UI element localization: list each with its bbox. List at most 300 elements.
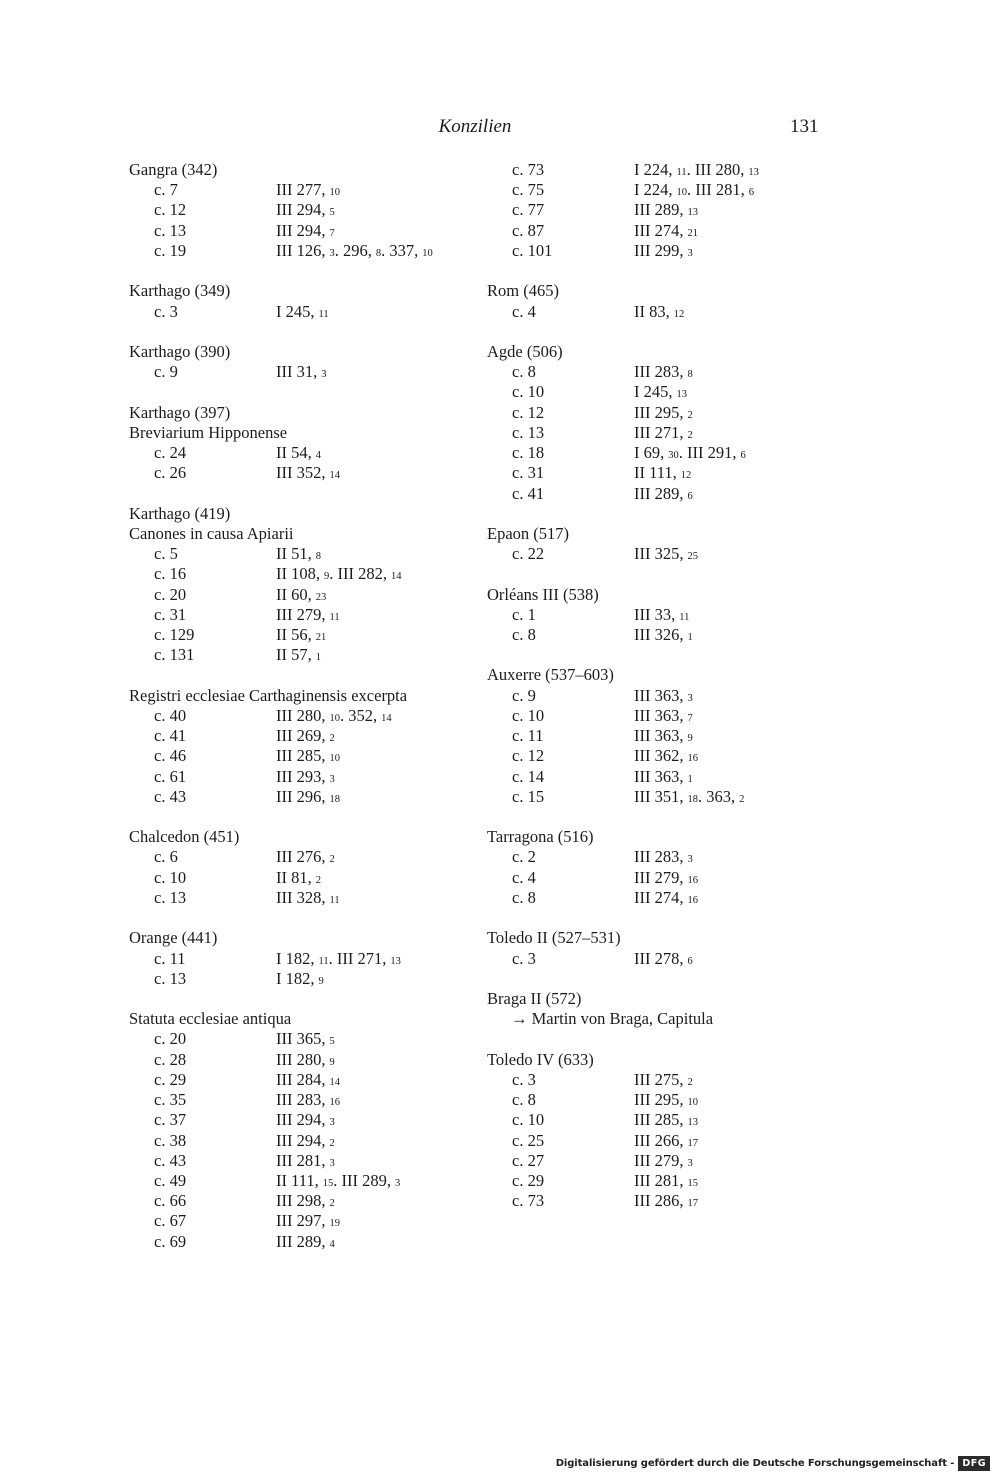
line-number: 3 [329,247,335,259]
canon-number: c. 2 [512,847,536,867]
index-heading: Karthago (397) [129,402,231,422]
canon-number: c. 69 [154,1231,187,1251]
line-number: 9 [329,1056,335,1068]
index-entry [487,746,887,766]
line-number: 10 [422,247,433,259]
running-title: Konzilien [438,116,512,137]
page-reference: III 352, [276,463,326,483]
page-reference: III 325, [634,544,684,564]
page-reference: II 108, [276,564,320,584]
blank-line [487,322,887,342]
line-number: 11 [329,611,340,623]
index-entry [487,382,887,402]
canon-number: c. 9 [512,685,536,705]
line-number: 15 [322,1177,334,1189]
index-entry [129,302,474,322]
index-entry [487,1131,887,1151]
index-entry [129,1191,474,1211]
canon-number: c. 73 [512,1191,545,1211]
line-number: 1 [687,773,693,785]
page-reference: III 295, [634,402,684,422]
digitization-credit [556,1455,990,1471]
reference-list [634,1191,698,1214]
cross-reference: → Martin von Braga, Capitula [511,1009,714,1029]
index-heading: Registri ecclesiae Carthaginensis excerpta [129,685,408,705]
canon-number: c. 22 [512,544,545,564]
index-heading: Karthago (419) [129,503,231,523]
page-reference: III 274, [634,220,684,240]
page-reference: . 296, [334,240,372,260]
blank-line [129,382,474,402]
line-number: 3 [329,1117,335,1129]
index-heading: Statuta ecclesiae antiqua [129,1009,292,1029]
canon-number: c. 3 [512,948,536,968]
page-reference: III 126, [276,240,326,260]
page-reference: III 293, [276,766,326,786]
blank-line [487,504,887,524]
line-number: 1 [687,632,693,644]
page-reference: III 266, [634,1130,684,1150]
page-reference: III 271, [634,422,684,442]
page-reference: . III 291, [678,443,737,463]
canon-number: c. 73 [512,160,545,179]
canon-number: c. 9 [154,362,178,382]
line-number: 10 [687,1097,698,1109]
canon-number: c. 75 [512,180,545,200]
index-entry [129,1029,474,1049]
index-entry [487,1171,887,1191]
index-heading: Canones in causa Apiarii [129,523,294,543]
index-entry [129,868,474,888]
canon-number: c. 12 [512,402,545,422]
index-heading: Auxerre (537–603) [487,665,614,685]
canon-number: c. 1 [512,604,536,624]
line-number: 9 [324,571,330,583]
page-reference: III 280, [276,705,326,725]
index-entry [487,544,887,564]
canon-number: c. 13 [512,422,545,442]
page-reference: III 326, [634,625,684,645]
canon-number: c. 41 [154,726,187,746]
line-number: 10 [329,753,340,765]
page-reference: . III 281, [687,180,745,200]
blank-line [129,989,474,1009]
page-reference: III 269, [276,726,326,746]
canon-number: c. 28 [154,1049,187,1069]
canon-number: c. 13 [154,968,187,988]
line-number: 3 [329,1157,335,1169]
page-reference: III 289, [634,200,684,220]
page-reference: . 363, [697,786,736,806]
line-number: 6 [687,490,693,502]
page-reference: II 57, [276,645,312,665]
page-reference: III 285, [634,1110,684,1130]
index-entry [487,221,887,241]
index-entry [487,1090,887,1110]
line-number: 14 [381,712,392,724]
canon-number: c. 87 [512,220,545,240]
blank-line [487,645,887,665]
index-entry [487,605,887,625]
blank-line [487,807,887,827]
canon-number: c. 49 [154,1170,187,1190]
line-number: 1 [315,652,321,664]
page-reference: II 56, [276,625,312,645]
canon-number: c. 29 [154,1069,187,1089]
line-number: 2 [687,409,693,421]
index-heading: Orange (441) [129,928,218,948]
index-heading: Rom (465) [487,281,559,301]
line-number: 25 [687,551,698,563]
page-reference: III 31, [276,362,318,382]
line-number: 11 [679,611,690,623]
line-number: 2 [329,1137,335,1149]
page-reference: . 352, [339,705,378,725]
line-number: 8 [315,551,321,563]
line-number: 17 [687,1137,698,1149]
index-column-right [487,160,887,1211]
index-heading: Breviarium Hipponense [129,422,288,442]
line-number: 6 [748,187,754,199]
page-reference: III 289, [276,1231,326,1251]
line-number: 2 [329,854,335,866]
index-heading: Karthago (390) [129,341,231,361]
index-entry [129,1050,474,1070]
page-reference: III 328, [276,887,326,907]
index-entry [487,200,887,220]
line-number: 9 [318,975,324,987]
canon-number: c. 41 [512,483,545,503]
page-reference: I 182, [276,948,315,968]
canon-number: c. 43 [154,1150,187,1170]
index-entry [487,1191,887,1211]
index-entry [129,241,474,261]
index-heading: Epaon (517) [487,523,570,543]
line-number: 4 [329,1238,335,1250]
canon-number: c. 25 [512,1130,545,1150]
index-entry [129,1211,474,1231]
page-reference: I 69, [634,443,665,463]
canon-number: c. 4 [512,867,536,887]
canon-number: c. 40 [154,705,187,725]
index-heading: Chalcedon (451) [129,827,240,847]
index-heading: Braga II (572) [487,988,582,1008]
line-number: 5 [329,1036,335,1048]
index-entry [487,484,887,504]
canon-number: c. 101 [512,240,553,260]
index-heading: Agde (506) [487,341,563,361]
line-number: 23 [315,591,327,603]
page-reference: II 81, [276,867,312,887]
index-heading: Gangra (342) [129,160,218,179]
page-reference: III 294, [276,1130,326,1150]
index-entry [487,302,887,322]
line-number: 21 [687,227,698,239]
canon-number: c. 46 [154,746,187,766]
page-reference: III 286, [634,1191,684,1211]
index-entry [129,463,474,483]
canon-number: c. 31 [154,604,187,624]
index-heading: Orléans III (538) [487,584,599,604]
blank-line [129,908,474,928]
line-number: 3 [687,854,693,866]
index-entry [129,564,474,584]
line-number: 11 [318,308,329,320]
line-number: 2 [687,1076,693,1088]
canon-number: c. 67 [154,1211,187,1231]
canon-number: c. 18 [512,443,545,463]
page-reference: III 363, [634,726,684,746]
canon-number: c. 11 [512,726,544,746]
index-entry [129,847,474,867]
index-heading: Toledo II (527–531) [487,928,621,948]
page-reference: III 284, [276,1069,326,1089]
line-number: 15 [687,1177,698,1189]
index-entry [129,645,474,665]
line-number: 2 [739,793,745,805]
index-entry [129,1070,474,1090]
page-reference: III 363, [634,685,684,705]
index-entry [129,787,474,807]
page-reference: III 299, [634,240,684,260]
canon-number: c. 3 [154,301,178,321]
canon-number: c. 129 [154,625,195,645]
reference-list [276,1232,335,1255]
line-number: 2 [329,733,335,745]
index-entry [487,180,887,200]
page-reference: I 245, [634,382,673,402]
canon-number: c. 35 [154,1090,187,1110]
index-entry [129,625,474,645]
line-number: 11 [318,955,329,967]
line-number: 4 [315,450,321,462]
page-reference: III 363, [634,766,684,786]
canon-number: c. 43 [154,786,187,806]
canon-number: c. 37 [154,1110,187,1130]
blank-line [129,261,474,281]
index-entry [129,544,474,564]
line-number: 13 [687,207,698,219]
index-entry [487,1110,887,1130]
line-number: 8 [375,247,382,259]
page-reference: III 279, [634,1150,684,1170]
index-entry [487,241,887,261]
line-number: 16 [687,894,698,906]
cross-reference-line [487,1009,887,1029]
page-reference: III 297, [276,1211,326,1231]
index-entry [487,686,887,706]
line-number: 2 [315,874,321,886]
index-entry [129,585,474,605]
canon-number: c. 29 [512,1170,545,1190]
index-entry [129,1090,474,1110]
line-number: 2 [329,1198,335,1210]
page-reference: III 289, [634,483,684,503]
blank-line [487,969,887,989]
page-reference: III 296, [276,786,326,806]
line-number: 30 [668,450,679,462]
line-number: 13 [748,167,759,178]
blank-line [487,564,887,584]
blank-line [487,1029,887,1049]
index-entry [487,949,887,969]
line-number: 19 [329,1218,340,1230]
page-reference: III 283, [634,847,684,867]
index-entry [487,463,887,483]
line-number: 16 [687,753,698,765]
line-number: 3 [687,1157,693,1169]
page-number: 131 [790,116,819,137]
index-entry [129,1110,474,1130]
index-entry [487,1070,887,1090]
page-reference: III 274, [634,887,684,907]
index-entry [129,969,474,989]
page-reference: III 277, [276,180,326,200]
canon-number: c. 14 [512,766,545,786]
page-reference: . 337, [381,240,419,260]
index-entry [129,1232,474,1252]
index-entry [129,888,474,908]
index-heading: Karthago (349) [129,281,231,301]
canon-number: c. 15 [512,786,545,806]
line-number: 5 [329,207,335,219]
canon-number: c. 61 [154,766,187,786]
index-entry [487,726,887,746]
page-reference: II 60, [276,584,312,604]
blank-line [487,261,887,281]
line-number: 3 [321,369,327,381]
dfg-logo: DFG [958,1456,990,1471]
index-entry [487,1151,887,1171]
index-column-left [129,160,474,1252]
canon-number: c. 20 [154,1029,187,1049]
canon-number: c. 20 [154,584,187,604]
page-reference: . III 280, [686,160,745,179]
page-reference: III 285, [276,746,326,766]
page-reference: I 224, [634,180,673,200]
index-entry [129,180,474,200]
line-number: 16 [329,1097,340,1109]
line-number: 21 [315,632,327,644]
index-entry [129,443,474,463]
index-entry [129,1171,474,1191]
canon-number: c. 26 [154,463,187,483]
line-number: 11 [676,167,687,178]
line-number: 14 [329,1076,340,1088]
page-reference: III 280, [276,1049,326,1069]
index-entry [487,868,887,888]
page-reference: III 295, [634,1090,684,1110]
canon-number: c. 11 [154,948,186,968]
canon-number: c. 12 [154,200,187,220]
canon-number: c. 7 [154,180,178,200]
page-reference: III 363, [634,705,684,725]
line-number: 8 [687,369,693,381]
page-reference: . III 289, [333,1170,391,1190]
page-reference: III 281, [634,1170,684,1190]
page-reference: . III 271, [328,948,387,968]
canon-number: c. 13 [154,887,187,907]
canon-number: c. 13 [154,220,187,240]
page-reference: II 111, [634,463,677,483]
line-number: 17 [687,1198,698,1210]
page-reference: III 283, [634,362,684,382]
canon-number: c. 12 [512,746,545,766]
canon-number: c. 8 [512,362,536,382]
page-reference: III 365, [276,1029,326,1049]
index-entry [129,1151,474,1171]
index-entry [487,403,887,423]
index-entry [487,847,887,867]
page-reference: II 54, [276,443,312,463]
page-reference: III 294, [276,220,326,240]
canon-number: c. 19 [154,240,187,260]
canon-number: c. 8 [512,625,536,645]
page-reference: III 276, [276,847,326,867]
page-reference: II 111, [276,1170,319,1190]
index-entry [487,625,887,645]
line-number: 3 [687,692,693,704]
canon-number: c. 27 [512,1150,545,1170]
index-entry [129,746,474,766]
page-reference: III 279, [276,604,326,624]
line-number: 10 [329,712,340,724]
canon-number: c. 31 [512,463,545,483]
blank-line [487,908,887,928]
canon-number: c. 5 [154,544,178,564]
page-reference: III 281, [276,1150,326,1170]
index-entry [129,767,474,787]
index-entry [129,605,474,625]
line-number: 18 [329,793,340,805]
index-entry [487,362,887,382]
line-number: 10 [676,187,687,199]
canon-number: c. 131 [154,645,195,665]
blank-line [129,807,474,827]
line-number: 2 [687,429,693,441]
blank-line [129,484,474,504]
line-number: 3 [687,247,693,259]
index-entry [129,200,474,220]
canon-number: c. 4 [512,301,536,321]
page-reference: III 362, [634,746,684,766]
line-number: 10 [329,187,340,199]
canon-number: c. 10 [512,382,545,402]
page-reference: III 298, [276,1191,326,1211]
line-number: 13 [687,1117,698,1129]
page-reference: . III 282, [329,564,387,584]
page-reference: III 351, [634,786,684,806]
credit-text: Digitalisierung gefördert durch die Deutsche Forschungsgemeinschaft - [555,1457,955,1469]
page-reference: II 83, [634,301,670,321]
canon-number: c. 66 [154,1191,187,1211]
line-number: 18 [687,793,698,805]
line-number: 3 [329,773,335,785]
line-number: 13 [390,955,401,967]
line-number: 14 [390,571,402,583]
index-entry [487,706,887,726]
index-entry [129,706,474,726]
canon-number: c. 8 [512,887,536,907]
line-number: 7 [329,227,335,239]
index-entry [129,1131,474,1151]
canon-number: c. 77 [512,200,545,220]
index-heading: Toledo IV (633) [487,1049,594,1069]
canon-number: c. 10 [512,1110,545,1130]
canon-number: c. 38 [154,1130,187,1150]
page-reference: I 245, [276,301,315,321]
page-reference: III 294, [276,1110,326,1130]
